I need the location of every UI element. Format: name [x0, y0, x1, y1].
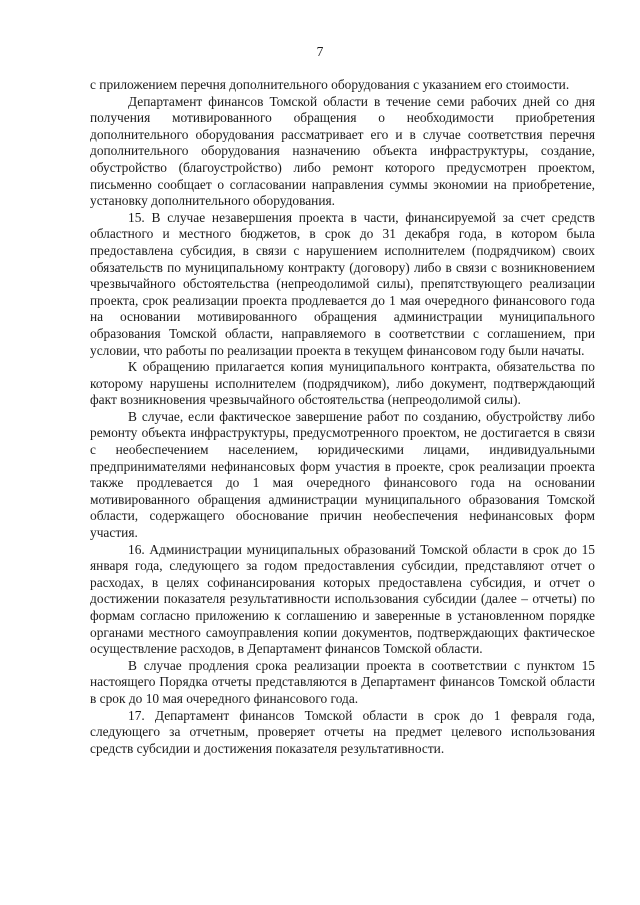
paragraph-savings-approval: Департамент финансов Томской области в течение семи рабочих дней со дня получения мотивированного обращения о необходимости приобретения дополнительного оборудования рассматривает его и в случае соответствия перечня дополнительного оборудования назначению объекта инфраструктуры, создание, обустройство (благоустройство) либо ремонт которого предусмотрен проектом, письменно сообщает о согласовании направления суммы экономии на приобретение, установку дополнительного оборудования.	[90, 93, 595, 209]
page-number: 7	[316, 44, 324, 59]
paragraph-clause-17: 17. Департамент финансов Томской области в срок до 1 февраля года, следующего за отчетным, проверяет отчеты на предмет целевого использования средств субсидии и достижения показателя результативности.	[90, 707, 595, 756]
document-body	[90, 77, 595, 757]
paragraph-extension-reports: В случае продления срока реализации проекта в соответствии с пунктом 15 настоящего Порядка отчеты представляются в Департамент финансов Томской области в срок до 10 мая очередного финансового года.	[90, 657, 595, 706]
paragraph-continuation: с приложением перечня дополнительного оборудования с указанием его стоимости.	[90, 77, 570, 92]
paragraph-non-financial-participation: В случае, если фактическое завершение работ по созданию, обустройству либо ремонту объекта инфраструктуры, предусмотренного проектом, не достигается в связи с необеспечением населением, юридическими лицами, индивидуальными предпринимателями нефинансовых форм участия в проекте, срок реализации проекта также продлевается до 1 мая очередного финансового года на основании мотивированного обращения администрации муниципального образования Томской области, содержащего обоснование причин необеспечения нефинансовых форм участия.	[90, 408, 595, 541]
paragraph-clause-16: 16. Администрации муниципальных образований Томской области в срок до 15 января года, следующего за годом предоставления субсидии, представляют отчет о расходах, в целях софинансирования которых предоставлена субсидия, и отчет о достижении показателя результативности использования субсидии (далее – отчеты) по формам согласно приложению к соглашению и заверенные в установленном порядке органами местного самоуправления копии документов, подтверждающих фактическое осуществление расходов, в Департамент финансов Томской области.	[90, 541, 595, 657]
paragraph-clause-15: 15. В случае незавершения проекта в части, финансируемой за счет средств областного и местного бюджетов, в срок до 31 декабря года, в котором была предоставлена субсидия, в связи с нарушением исполнителем (подрядчиком) своих обязательств по муниципальному контракту (договору) либо в связи с возникновением чрезвычайного обстоятельства (непреодолимой силы), препятствующего реализации проекта, срок реализации проекта продлевается до 1 мая очередного финансового года на основании мотивированного обращения администрации муниципального образования Томской области, направляемого в соответствии с соглашением, при условии, что работы по реализации проекта в текущем финансовом году были начаты.	[90, 209, 595, 358]
paragraph-contract-copy: К обращению прилагается копия муниципального контракта, обязательства по которому нарушены исполнителем (подрядчиком), либо документ, подтверждающий факт возникновения чрезвычайного обстоятельства (непреодолимой силы).	[90, 359, 595, 408]
